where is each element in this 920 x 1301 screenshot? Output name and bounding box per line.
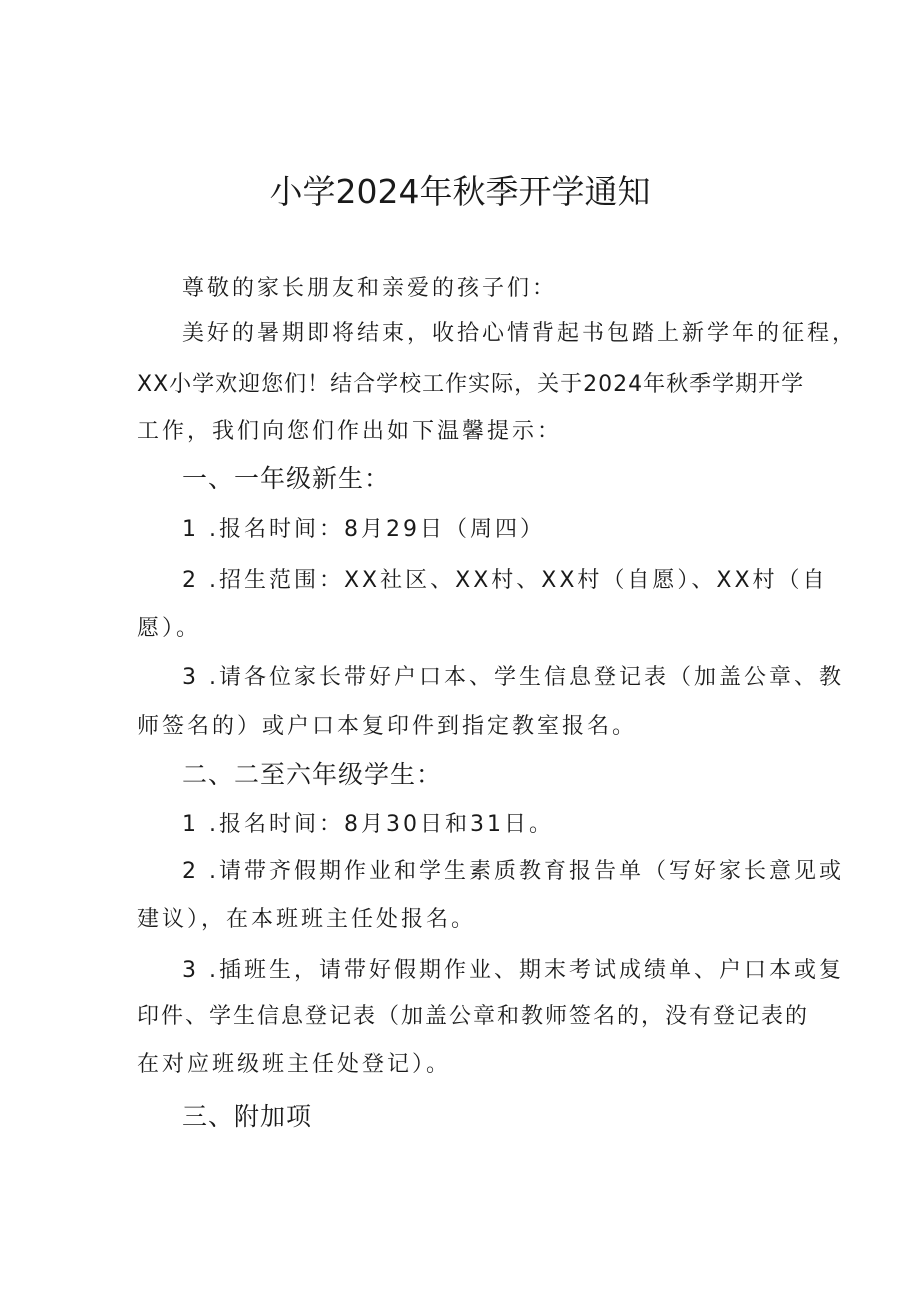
list-item: 2 .招生范围：XX社区、XX村、XX村（自愿）、XX村（自 xyxy=(182,568,828,593)
section-heading-grade1: 一、一年级新生： xyxy=(182,464,391,493)
intro-line-1: 美好的暑期即将结束，收拾心情背起书包踏上新学年的征程， xyxy=(182,321,858,346)
list-item-continuation: 师签名的）或户口本复印件到指定教室报名。 xyxy=(137,714,638,739)
list-item-continuation: 在对应班级班主任处登记）。 xyxy=(137,1052,452,1077)
section-heading-additional: 三、附加项 xyxy=(182,1102,313,1131)
greeting: 尊敬的家长朋友和亲爱的孩子们： xyxy=(182,276,558,301)
page-title: 小学2024年秋季开学通知 xyxy=(269,172,651,211)
section-heading-grade2-6: 二、二至六年级学生： xyxy=(182,760,443,789)
list-item: 3 .请各位家长带好户口本、学生信息登记表（加盖公章、教 xyxy=(182,665,844,690)
list-item: 1 .报名时间：8月29日（周四） xyxy=(182,517,545,542)
list-item: 1 .报名时间：8月30日和31日。 xyxy=(182,812,554,837)
list-item-continuation: 建议），在本班班主任处报名。 xyxy=(137,907,477,932)
list-item: 2 .请带齐假期作业和学生素质教育报告单（写好家长意见或 xyxy=(182,859,844,884)
intro-line-2: XX小学欢迎您们！结合学校工作实际，关于2024年秋季学期开学 xyxy=(137,372,805,397)
list-item: 3 .插班生，请带好假期作业、期末考试成绩单、户口本或复 xyxy=(182,958,844,983)
list-item-continuation: 愿）。 xyxy=(137,616,202,641)
intro-line-3: 工作，我们向您们作出如下温馨提示： xyxy=(137,419,563,444)
list-item-continuation: 印件、学生信息登记表（加盖公章和教师签名的，没有登记表的 xyxy=(137,1004,810,1029)
